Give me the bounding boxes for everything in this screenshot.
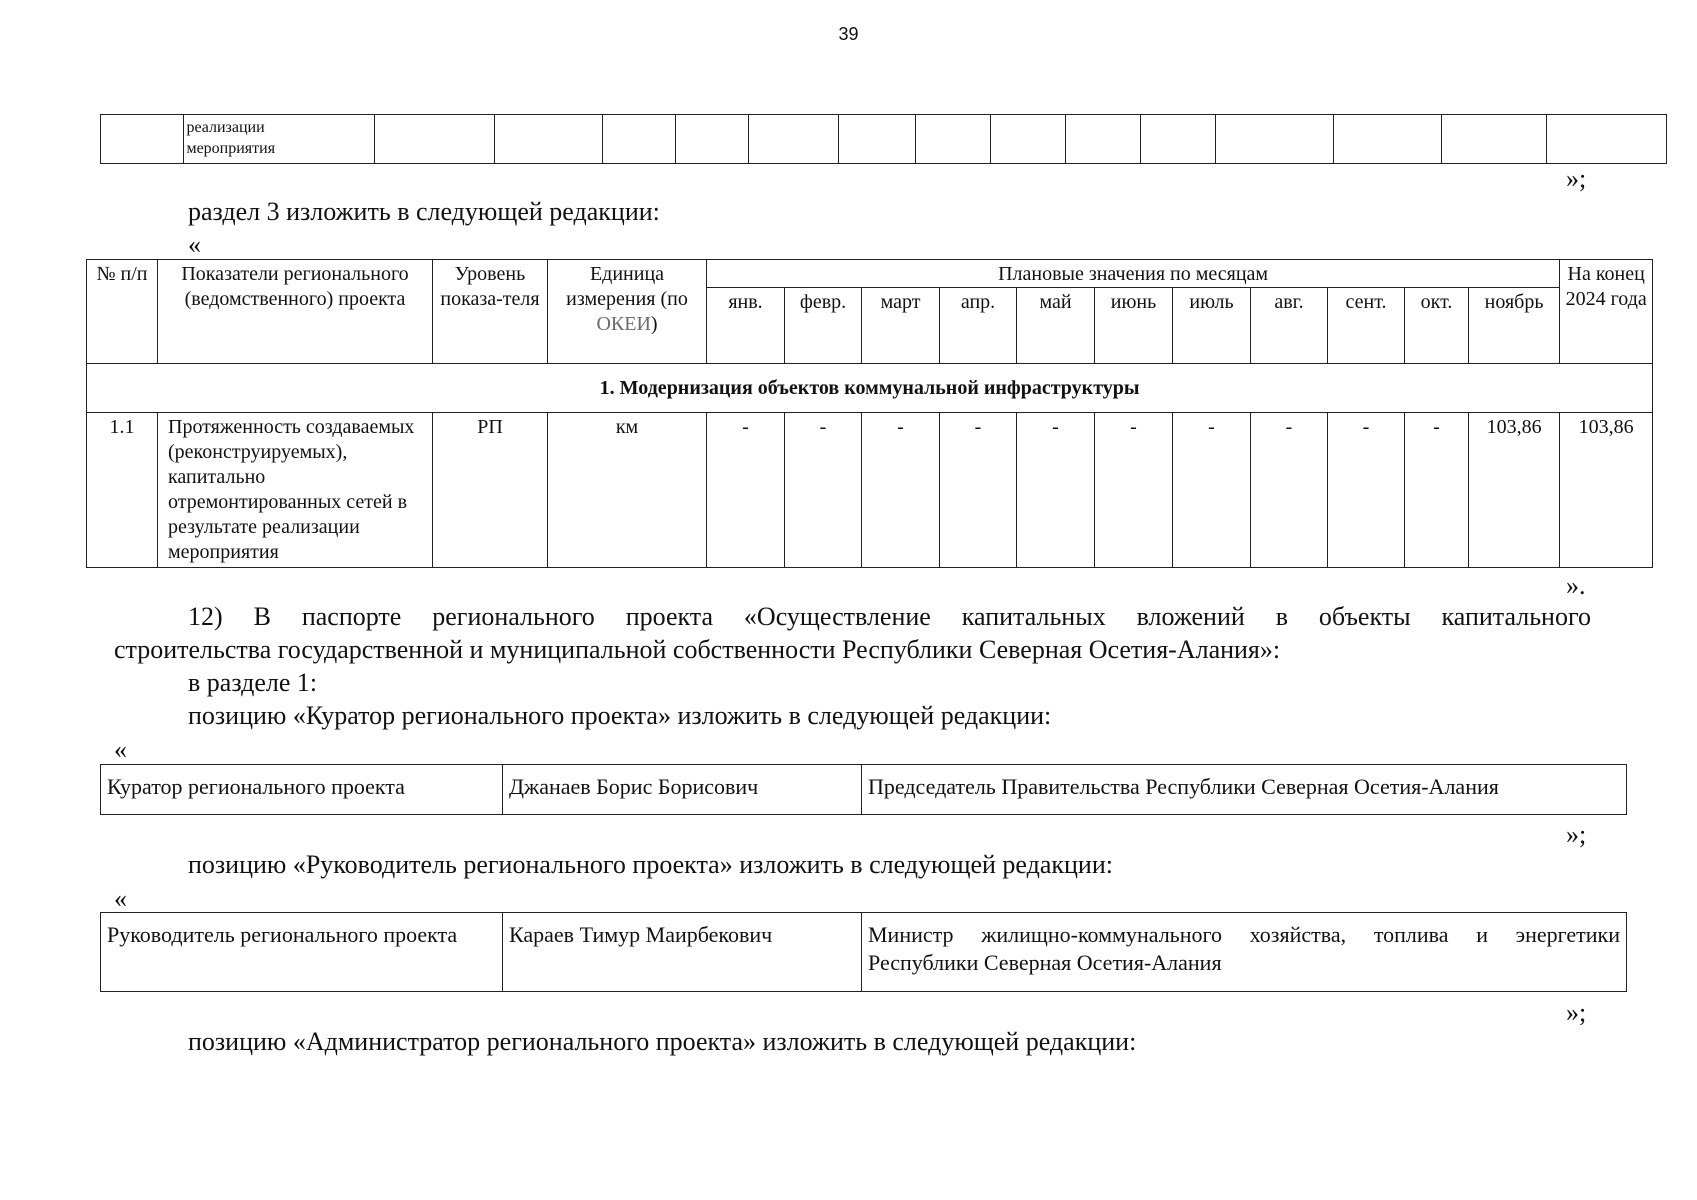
- curator-instruction: позицию «Куратор регионального проекта» изложить в следующей редакции:: [188, 701, 1052, 730]
- header-level: Уровень показа-теля: [433, 260, 548, 364]
- curator-role: Куратор регионального проекта: [101, 765, 503, 815]
- okei-link[interactable]: ОКЕИ: [596, 313, 651, 335]
- value-may: -: [1017, 413, 1095, 568]
- value-jan: -: [707, 413, 785, 568]
- indicators-table: [86, 259, 1653, 568]
- closing-quote: ».: [1566, 571, 1586, 600]
- header-num: № п/п: [87, 260, 158, 364]
- header-row: [87, 260, 1653, 288]
- curator-table: [100, 764, 1627, 815]
- header-end-year: На конец 2024 года: [1560, 260, 1653, 364]
- head-position: Министр жилищно-коммунального хозяйства, топлива и энергетики Республики Северная Осетия-Алания: [862, 913, 1627, 992]
- month-feb: февр.: [785, 288, 862, 364]
- value-jun: -: [1095, 413, 1173, 568]
- value-nov: 103,86: [1469, 413, 1560, 568]
- month-jan: янв.: [707, 288, 785, 364]
- table-row: [101, 115, 1667, 164]
- closing-quote: »;: [1566, 998, 1587, 1027]
- row-name: Протяженность создаваемых (реконструируемых), капитально отремонтированных сетей в результате реализации мероприятия: [158, 413, 433, 568]
- row-unit: км: [548, 413, 707, 568]
- page-number: 39: [838, 24, 859, 44]
- month-nov: ноябрь: [1469, 288, 1560, 364]
- opening-quote: «: [114, 884, 127, 913]
- closing-quote: »;: [1566, 820, 1587, 849]
- opening-quote: «: [114, 735, 127, 764]
- header-unit: Единица измерения (по ОКЕИ): [548, 260, 707, 364]
- month-jun: июнь: [1095, 288, 1173, 364]
- month-sep: сент.: [1328, 288, 1405, 364]
- table-row: [101, 913, 1627, 992]
- month-jul: июль: [1173, 288, 1251, 364]
- curator-name: Джанаев Борис Борисович: [503, 765, 862, 815]
- item12-paragraph: 12) В паспорте регионального проекта «Осуществление капитальных вложений в объекты капитального: [188, 602, 1591, 631]
- section-title: 1. Модернизация объектов коммунальной инфраструктуры: [87, 364, 1653, 413]
- closing-quote: »;: [1566, 164, 1587, 193]
- value-end-year: 103,86: [1560, 413, 1653, 568]
- cell-text: реализации мероприятия: [186, 119, 276, 157]
- item12-paragraph-cont: строительства государственной и муниципальной собственности Республики Северная Осетия-Алания»:: [114, 635, 1281, 664]
- value-apr: -: [940, 413, 1017, 568]
- value-feb: -: [785, 413, 862, 568]
- value-aug: -: [1251, 413, 1328, 568]
- value-mar: -: [862, 413, 940, 568]
- value-sep: -: [1328, 413, 1405, 568]
- month-oct: окт.: [1405, 288, 1469, 364]
- value-oct: -: [1405, 413, 1469, 568]
- head-name: Караев Тимур Маирбекович: [503, 913, 862, 992]
- month-apr: апр.: [940, 288, 1017, 364]
- month-may: май: [1017, 288, 1095, 364]
- head-instruction: позицию «Руководитель регионального проекта» изложить в следующей редакции:: [188, 850, 1113, 879]
- header-indicators: Показатели регионального (ведомственного) проекта: [158, 260, 433, 364]
- opening-quote: «: [188, 230, 201, 259]
- value-jul: -: [1173, 413, 1251, 568]
- curator-position: Председатель Правительства Республики Северная Осетия-Алания: [862, 765, 1627, 815]
- section1-heading: в разделе 1:: [188, 668, 318, 697]
- row-num: 1.1: [87, 413, 158, 568]
- header-monthly: Плановые значения по месяцам: [707, 260, 1560, 288]
- month-mar: март: [862, 288, 940, 364]
- month-aug: авг.: [1251, 288, 1328, 364]
- section3-heading: раздел 3 изложить в следующей редакции:: [188, 197, 660, 226]
- row-level: РП: [433, 413, 548, 568]
- head-role: Руководитель регионального проекта: [101, 913, 503, 992]
- section-row: [87, 364, 1653, 413]
- table-row: [87, 413, 1653, 568]
- head-table: [100, 912, 1627, 992]
- admin-instruction: позицию «Администратор регионального проекта» изложить в следующей редакции:: [188, 1027, 1137, 1056]
- table-row: [101, 765, 1627, 815]
- continuation-table: [100, 114, 1667, 164]
